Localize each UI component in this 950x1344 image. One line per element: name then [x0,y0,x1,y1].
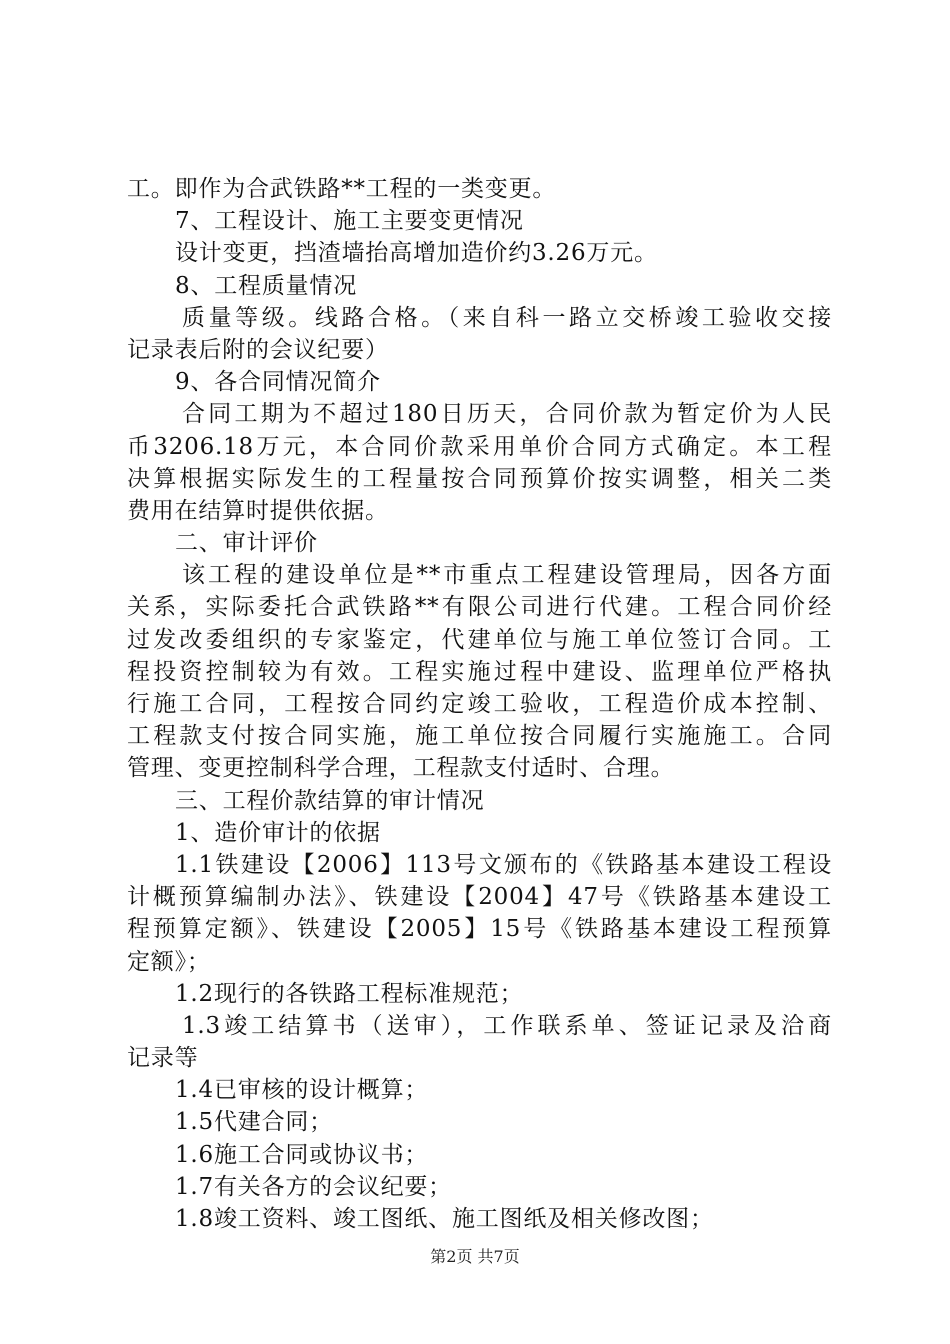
paragraph-line: 关系，实际委托合武铁路**有限公司进行代建。工程合同价经 [127,594,832,621]
paragraph-line: 程预算定额》、铁建设【2005】15号《铁路基本建设工程预算 [127,916,832,943]
list-item: 1.8竣工资料、竣工图纸、施工图纸及相关修改图； [175,1206,714,1232]
section-heading: 三、工程价款结算的审计情况 [175,787,485,814]
document-body [127,173,832,1235]
section-heading: 7、工程设计、施工主要变更情况 [175,208,524,235]
list-item: 1.4已审核的设计概算； [175,1077,429,1104]
paragraph-line: 工程款支付按合同实施，施工单位按合同履行实施施工。合同 [127,723,832,750]
paragraph-line: 管理、变更控制科学合理，工程款支付适时、合理。 [127,755,675,782]
list-item: 1.3竣工结算书（送审），工作联系单、签证记录及洽商 [182,1012,832,1039]
list-item: 1.5代建合同； [175,1109,333,1136]
section-heading: 8、工程质量情况 [175,272,358,299]
paragraph-line: 质量等级。线路合格。（来自科一路立交桥竣工验收交接 [182,304,832,331]
paragraph-line: 记录等 [127,1045,199,1072]
list-item: 1.7有关各方的会议纪要； [175,1173,452,1200]
paragraph-line: 费用在结算时提供依据。 [127,497,389,524]
section-heading: 1、造价审计的依据 [175,819,381,846]
paragraph-line: 合同工期为不超过180日历天，合同价款为暂定价为人民 [182,401,832,428]
paragraph-line: 设计变更，挡渣墙抬高增加造价约3.26万元。 [175,240,658,267]
paragraph-line: 币3206.18万元，本合同价款采用单价合同方式确定。本工程 [127,433,832,460]
paragraph-line: 该工程的建设单位是**市重点工程建设管理局，因各方面 [182,562,832,589]
paragraph-line: 过发改委组织的专家鉴定，代建单位与施工单位签订合同。工 [127,626,832,653]
page-number-footer: 第2页 共7页 [430,1247,520,1266]
paragraph-line: 行施工合同，工程按合同约定竣工验收，工程造价成本控制、 [127,691,832,717]
text-line: 工。即作为合武铁路**工程的一类变更。 [127,176,557,202]
section-heading: 9、各合同情况简介 [175,369,381,396]
paragraph-line: 计概预算编制办法》、铁建设【2004】47号《铁路基本建设工 [127,884,832,911]
paragraph-line: 记录表后附的会议纪要） [127,336,389,363]
paragraph-line: 程投资控制较为有效。工程实施过程中建设、监理单位严格执 [127,658,832,685]
paragraph-line: 决算根据实际发生的工程量按合同预算价按实调整，相关二类 [127,465,832,492]
list-item: 1.1铁建设【2006】113号文颁布的《铁路基本建设工程设 [175,851,832,878]
paragraph-line: 定额》； [127,948,211,975]
section-heading: 二、审计评价 [175,530,318,557]
list-item: 1.2现行的各铁路工程标准规范； [175,980,524,1007]
list-item: 1.6施工合同或协议书； [175,1141,429,1168]
